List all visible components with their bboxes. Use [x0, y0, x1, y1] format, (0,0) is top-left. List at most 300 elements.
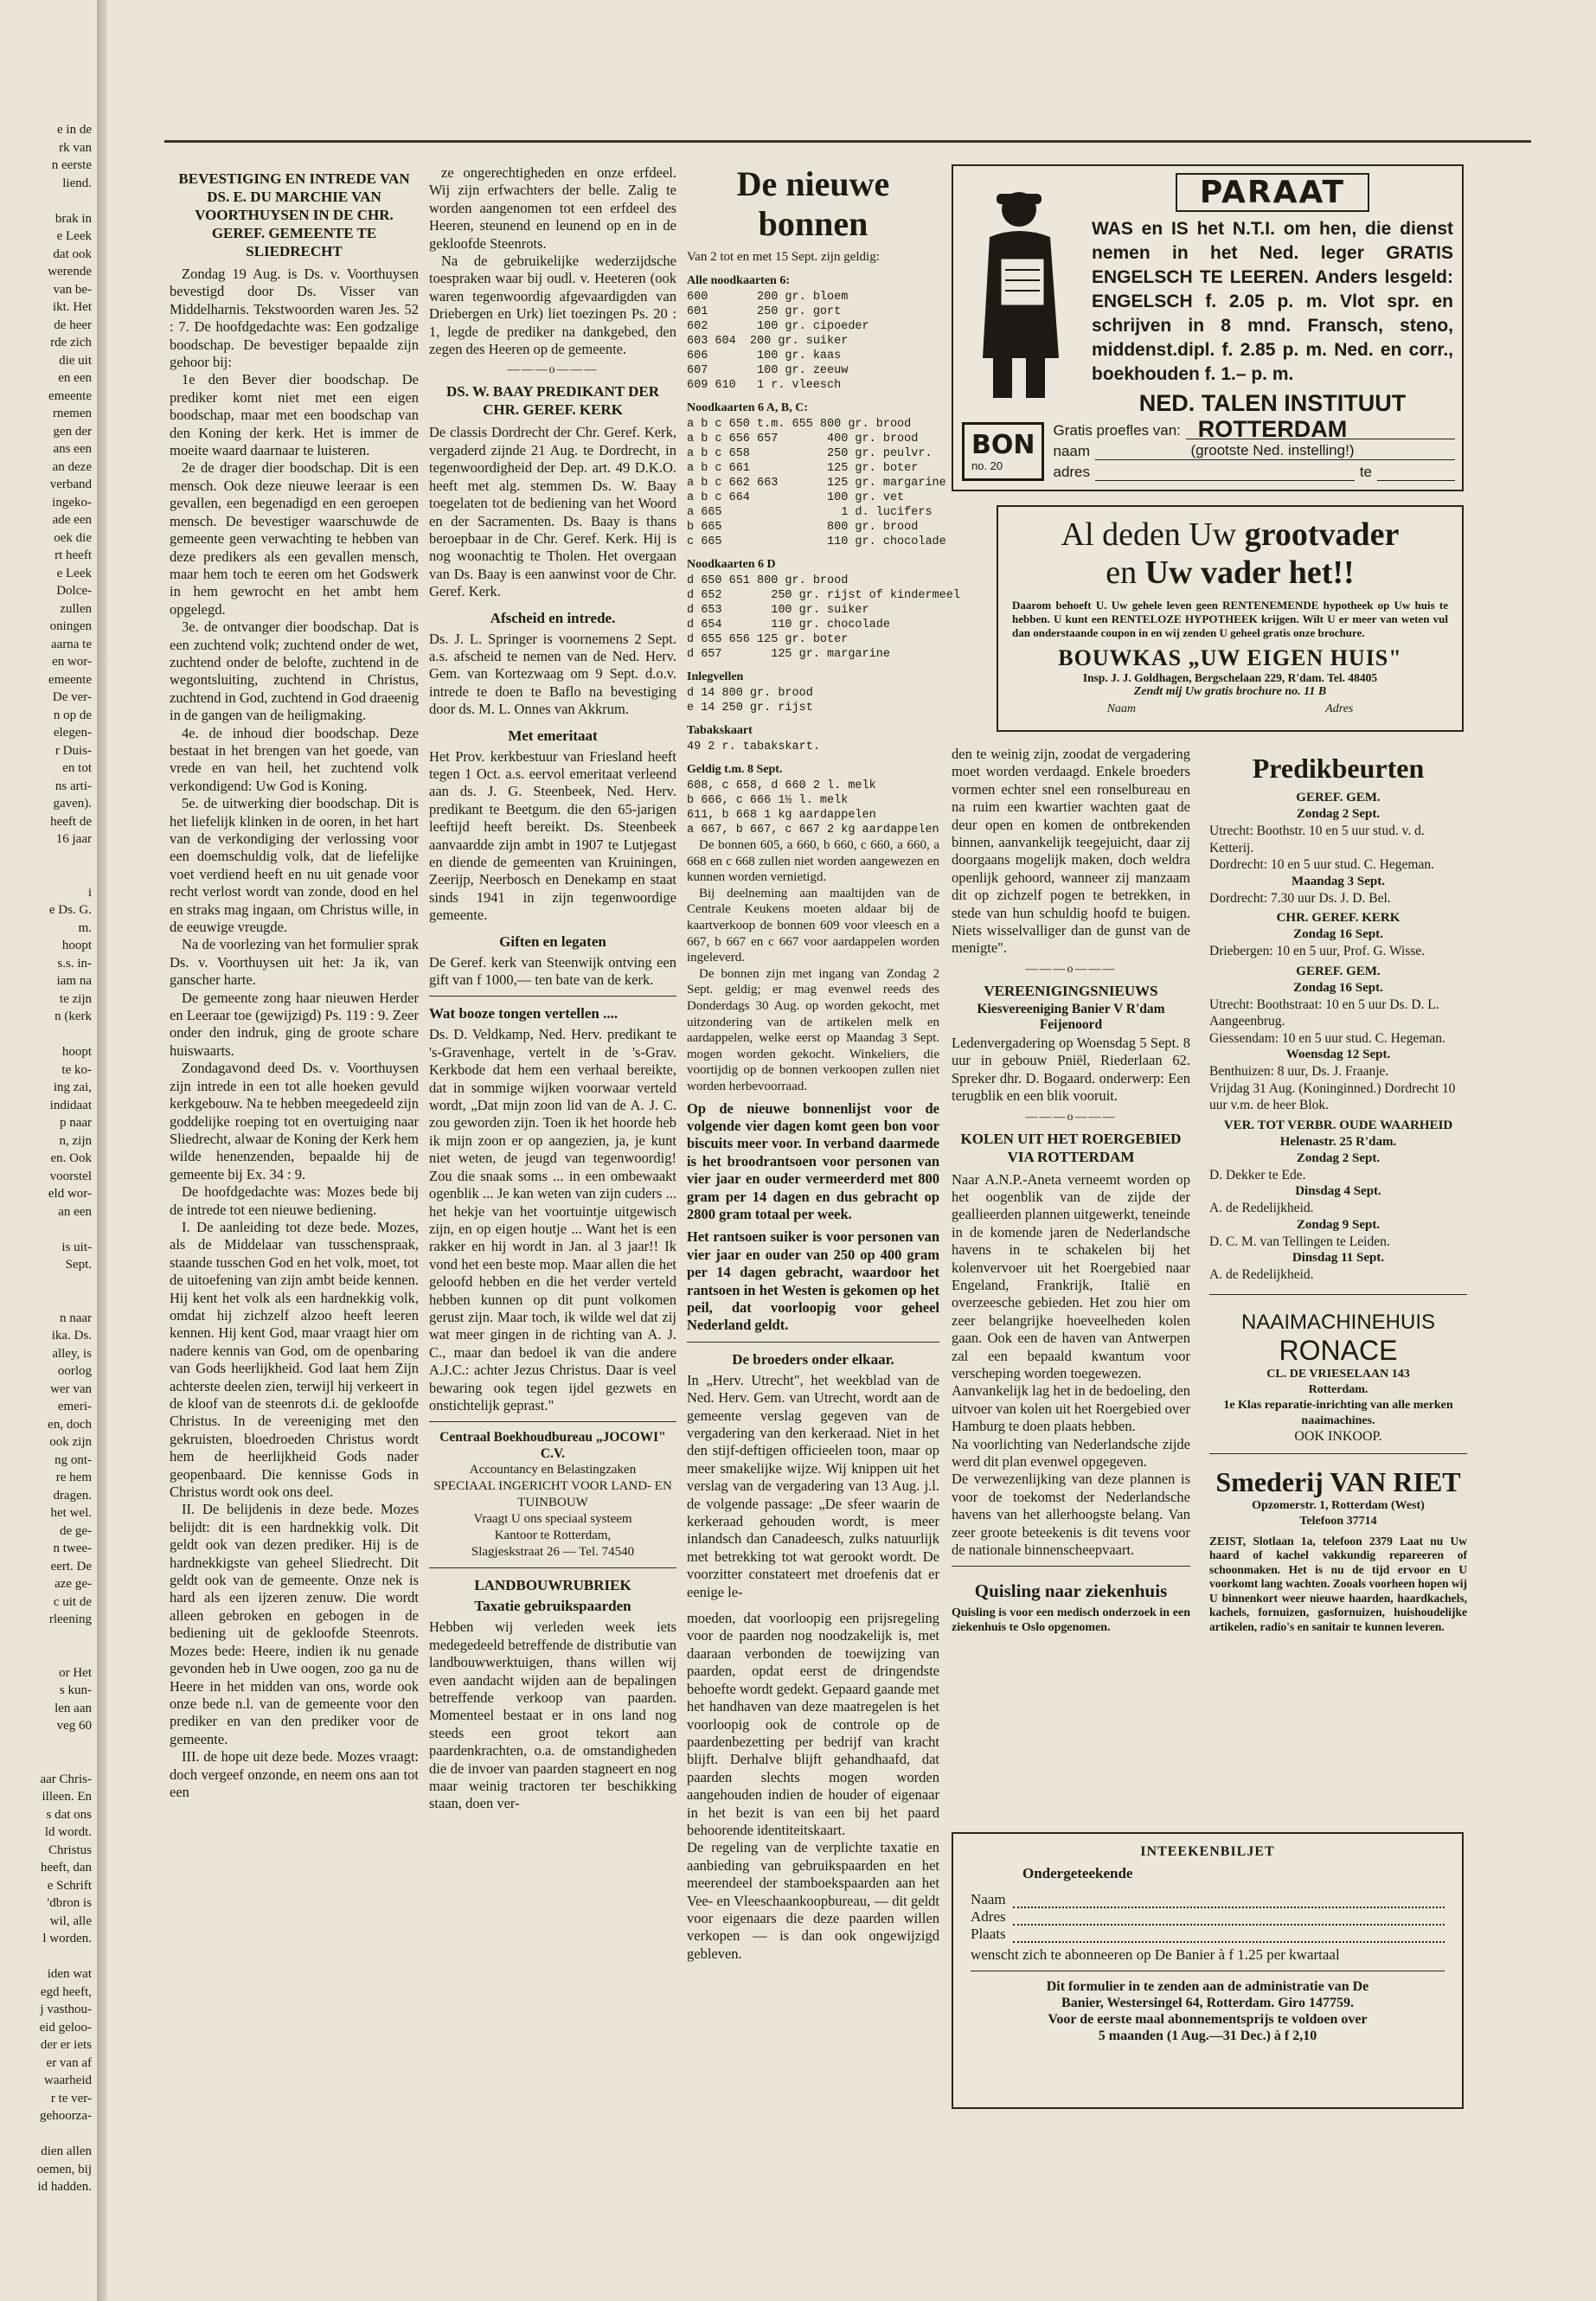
- strip-text-line: [0, 1753, 97, 1771]
- column-2: [429, 164, 676, 2189]
- strip-text-line: emeente: [48, 672, 92, 687]
- article-body-giften: De Geref. kerk van Steenwijk ontving een gift van f 1000,— ten bate van de kerk.: [429, 953, 676, 989]
- strip-text-line: van be-: [53, 282, 92, 297]
- article-title-quisling: Quisling naar ziekenhuis: [974, 1580, 1168, 1602]
- ad-naaimachine-address: CL. DE VRIESELAAN 143: [1266, 1367, 1410, 1381]
- strip-text-line: aarna te: [50, 637, 92, 651]
- coupon-address-field[interactable]: [1095, 466, 1355, 481]
- strip-text-line: p naar: [59, 1116, 92, 1130]
- article-body-quisling: Quisling is voor een medisch onderzoek in een ziekenhuis te Oslo opgenomen.: [952, 1606, 1190, 1635]
- article-body-broeders: In „Herv. Utrecht", het weekblad van de Ned. Herv. Gem. van Utrecht, wordt aan de gemeente verslag gegeven van de vergadering van den kerkeraad. Niet in het den stijf-deftigen officieelen toon, maar op meer smakelijke wijze. Wij knippen uit het verslag van de vergadering van 13 Aug. j.l. de volgende passage: „De sfeer waarin de kerkeraad gehouden wordt, is meer inlandsch dan Canadeesch, zulks natuurlijk met betrekking tot wat gerookt wordt. De voorzitter constateert met droefenis dat er eenige le-: [687, 1371, 939, 1600]
- paragraph: De gemeente zong haar nieuwen Herder en Leeraar toe (gewijzigd) Ps. 119 : 9. Zeer onder den indruk, ging de groote schare huiswaarts.: [170, 989, 419, 1059]
- article-body-kolen-4: De verwezenlijking van deze plannen is voor de toekomst der Nederlandsche havens van het allerhoogste belang. Van zeer groote beteekenis is dit tevens voor de nationale binnenscheepvaart.: [952, 1471, 1190, 1559]
- strip-text-line: heeft de: [50, 814, 92, 829]
- column-5: [1209, 746, 1467, 1827]
- strip-text-line: oek die: [54, 530, 92, 545]
- ad-smederij-address: Opzomerstr. 1, Rotterdam (West): [1252, 1498, 1425, 1512]
- ad-bouwkas-coupon: Zendt mij Uw gratis brochure no. 11 B: [1133, 685, 1327, 698]
- strip-text-line: e Schrift: [47, 1878, 92, 1893]
- bon-group-title: Noodkaarten 6 A, B, C:: [687, 401, 809, 414]
- strip-text-line: l worden.: [42, 1932, 92, 1945]
- inteeken-send-1: Dit formulier in te zenden aan de administratie van De: [1046, 1979, 1369, 1994]
- ad-boekhoudbureau-line: Accountancy en Belastingzaken: [469, 1463, 637, 1477]
- strip-text-line: wer van: [50, 1381, 92, 1396]
- strip-text-line: [0, 849, 97, 867]
- strip-text-line: liend.: [62, 176, 92, 190]
- separator: [952, 1566, 1190, 1567]
- ad-bouwkas-body: Daarom behoeft U. Uw gehele leven geen RENTENEMENDE hypotheek op Uw huis te hebben. U kunt een RENTELOZE HYPOTHEEK krijgen. Wilt U er meer van weten vul dan onderstaande coupon in en wij zenden U geheel gratis onze brochure.: [1012, 599, 1448, 639]
- strip-text-line: m.: [78, 920, 92, 935]
- strip-text-line: j vasthou-: [40, 2003, 92, 2016]
- separator: [687, 1342, 939, 1343]
- column-3: [687, 164, 960, 2189]
- predik-church: GEREF. GEM.: [1296, 791, 1381, 804]
- strip-text-line: eld wor-: [48, 1187, 92, 1201]
- strip-text-line: en. Ook: [50, 1151, 92, 1165]
- strip-text-line: der er iets: [40, 2038, 92, 2052]
- article-body-booze-tongen: Ds. D. Veldkamp, Ned. Herv. predikant te 's-Gravenhage, vertelt in de 's-Grav. Kerkbode dat hem een verhaal bereikte, dat in sommige wijken voorwaar verteld wordt, „Dat mijn zoon lid van de A. J. C. zou geworden zijn. Toen ik het hoorde heb ik mijn zoon er op aangezien, ja, je kunt niet weten, de jeugd van tegenwoordig! Zou die snaak soms ... in een ombewaakt ogenblik ... Je kan weten van zijn cuders ... het hekje van het voortuintje uitgewisch zijn, en op eigen houtje ... Want het is een rakker en hij wordt in Jan. al 3 jaar!! Ik vond het een beste mop. Maar allen die het geloofd hebben en die het verder verteld hebben kunnen op dit punt volkomen gerust zijn. Maar toch, ik wilde wel dat zij wat meer gingen in de richting van A. J. C., maar dan bedoel ik van die andere A.J.C.: achter Jezus Christus. Daar is veel bewaring ook tegen ijdel gezwets en onstichtelijk geprast.": [429, 1026, 676, 1413]
- strip-text-line: ns arti-: [54, 779, 92, 793]
- separator: [429, 1421, 676, 1422]
- bon-coupon-form: Gratis proefles van: naam adres te: [1053, 422, 1455, 481]
- bon-line: 600 200 gr. bloem: [687, 291, 849, 304]
- bon-group-title: Tabakskaart: [687, 724, 753, 737]
- predik-entry: D. Dekker te Ede.: [1209, 1167, 1306, 1183]
- strip-text-line: De ver-: [52, 690, 92, 704]
- bonnen-intro: Van 2 tot en met 15 Sept. zijn geldig:: [687, 250, 880, 264]
- strip-text-line: [0, 1735, 97, 1753]
- article-title-predikbeurten: Predikbeurten: [1252, 753, 1425, 784]
- predik-entry: Dordrecht: 7.30 uur Ds. J. D. Bel.: [1209, 890, 1391, 906]
- bon-line: d 657 125 gr. margarine: [687, 648, 890, 661]
- strip-text-line: [0, 2125, 97, 2144]
- paragraph: III. de hope uit deze bede. Mozes vraagt: doch vergeef onzonde, en neem ons aan tot een: [170, 1748, 419, 1800]
- divider: ———o———: [507, 363, 599, 377]
- ad-bouwkas: [997, 505, 1464, 732]
- inteeken-send-3: Voor de eerste maal abonnementsprijs te voldoen over: [1048, 2012, 1368, 2027]
- strip-text-line: [0, 1646, 97, 1664]
- ad-bouwkas-brand: BOUWKAS „UW EIGEN HUIS": [1058, 645, 1402, 670]
- strip-text-line: Sept.: [65, 1258, 92, 1272]
- strip-text-line: is uit-: [61, 1240, 92, 1254]
- predik-church: CHR. GEREF. KERK: [1276, 911, 1401, 925]
- inteeken-naam-row: Naam: [971, 1891, 1445, 1908]
- strip-text-line: iden wat: [47, 1967, 92, 1981]
- strip-text-line: n, zijn: [59, 1133, 92, 1148]
- inteeken-title: INTEEKENBILJET: [1140, 1844, 1275, 1859]
- strip-text-line: emeri-: [57, 1400, 92, 1413]
- bon-line: 603 604 200 gr. suiker: [687, 335, 849, 348]
- strip-text-line: aar Chris-: [40, 1772, 92, 1786]
- strip-text-line: en wor-: [52, 655, 92, 669]
- predik-date: Maandag 3 Sept.: [1292, 874, 1385, 888]
- strip-text-line: brak in: [54, 211, 92, 226]
- separator: [429, 996, 676, 997]
- strip-text-line: [0, 1292, 97, 1310]
- article-title-broeders: De broeders onder elkaar.: [732, 1350, 894, 1368]
- paragraph: 4e. de inhoud dier boodschap. Deze bestaat in het brengen van het goede, van vrede en van heil, het zuchtend volk verkondigend: Uw God is Koning.: [170, 724, 419, 794]
- strip-text-line: s kun-: [59, 1683, 92, 1697]
- predik-entry: Vrijdag 31 Aug. (Koninginned.) Dordrecht 10 uur v.m. de heer Blok.: [1209, 1080, 1456, 1112]
- predikbeurten-list: [1209, 790, 1467, 1284]
- strip-text-line: ing zai,: [53, 1080, 92, 1094]
- strip-text-line: [0, 192, 97, 210]
- strip-text-line: verband: [49, 478, 92, 491]
- strip-text-line: an deze: [52, 459, 92, 474]
- ad-boekhoudbureau: [429, 1429, 676, 1561]
- bon-line: d 14 800 gr. brood: [687, 687, 813, 700]
- article-title-kolen: KOLEN UIT HET ROERGEBIED VIA ROTTERDAM: [960, 1130, 1182, 1165]
- bon-line: 49 2 r. tabakskart.: [687, 740, 820, 753]
- article-body-continuation: [429, 164, 676, 358]
- ad-inteekenbiljet: [952, 1832, 1464, 2109]
- strip-text-line: hoopt: [61, 1045, 92, 1059]
- predik-church: GEREF. GEM.: [1296, 964, 1381, 978]
- strip-text-line: e in de: [57, 123, 92, 137]
- article-title-bevestiging: BEVESTIGING EN INTREDE VAN DS. E. DU MARCHIE VAN VOORTHUYSEN IN DE CHR. GEREF. GEMEENTE TE SLIEDRECHT: [178, 170, 410, 260]
- bon-line: d 652 250 gr. rijst of kindermeel: [687, 589, 960, 602]
- ad-smederij-text: ZEIST, Slotlaan 1a, telefoon 2379 Laat nu Uw haard of kachel vakkundig repareeren of schoonmaken. Het is nu de tijd ervoor en U voorkomt lang wachten. Zooals voorheen hopen wij U binnenkort weer nieuwe haarden, haardkachels, kachels, fornuizen, gasfornuizen, huishoudelijke artikelen, radio's en sanitair te kunnen leveren.: [1209, 1534, 1467, 1633]
- strip-text-line: 16 jaar: [55, 832, 92, 846]
- divider: ———o———: [1025, 1110, 1117, 1124]
- strip-text-line: e Leek: [56, 229, 92, 243]
- strip-text-line: emeente: [48, 388, 92, 403]
- strip-text-line: illeen. En: [42, 1790, 92, 1804]
- article-body-broeders-cont: den te weinig zijn, zoodat de vergadering moet worden verdaagd. Enkele broeders vormen echter snel een ronselbureau en na ruim een kwartier wachten gaat de deur open en komen de ontbrekenden binnen, aanvankelijk teegejuicht, daar zij doorgaans mogelijk maken, doch weldra openlijk gehoord, wanneer zij manzaam dit op zichzelf pogen te betrekken, in stede van hun schuldig hoofd te buigen. Niets wisselvalliger dan de gunst van de menigte".: [952, 746, 1190, 957]
- bon-line: a b c 664 100 gr. vet: [687, 491, 905, 504]
- article-title-emeritaat: Met emeritaat: [508, 727, 598, 744]
- inteeken-plaats-row: Plaats: [971, 1926, 1445, 1943]
- predik-date: Zondag 16 Sept.: [1293, 927, 1383, 941]
- strip-text-line: indidaat: [49, 1098, 92, 1112]
- ad-smederij-title: Smederij VAN RIET: [1215, 1465, 1461, 1497]
- separator: [429, 1567, 676, 1568]
- inteeken-text: wenscht zich te abonneeren op De Banier à f 1.25 per kwartaal: [971, 1946, 1340, 1963]
- article-body-baay: De classis Dordrecht der Chr. Geref. Kerk, vergaderd zijnde 21 Aug. te Dordrecht, in tegenwoordigheid der Dep. art. 49 D.K.O. heeft met alg. stemmen Ds. W. Baay toegelaten tot de bediening van het Woord en der Sacramenten. Ds. Baay is thans beroepbaar in de Chr. Geref. Kerk. Hij is nog woonachtig te Tholen. Het overgaan van Ds. Baay is een aanwinst voor de Chr. Geref. Kerk.: [429, 424, 676, 600]
- column-4: [952, 746, 1190, 1810]
- ad-smederij-phone: Telefoon 37714: [1299, 1514, 1377, 1528]
- bonnen-bold-notes: [687, 1100, 939, 1335]
- bon-line: d 650 651 800 gr. brood: [687, 574, 849, 587]
- bon-line: d 655 656 125 gr. boter: [687, 633, 849, 646]
- bon-line: d 653 100 gr. suiker: [687, 604, 869, 617]
- ad-naaimachine-line: 1e Klas reparatie-inrichting van alle merken naaimachines.: [1223, 1398, 1453, 1427]
- strip-text-line: r Duis-: [54, 743, 92, 758]
- bon-line: b 666, c 666 1½ l. melk: [687, 794, 849, 807]
- strip-text-line: en een: [58, 371, 92, 385]
- paragraph: II. De belijdenis in deze bede. Mozes belijdt: dit is een hardnekkig volk. Dit geldt ook van dezen prediker. Hij is de hardnekkigste van geheel Sliedrecht. Dit geldt ook van de gemeente. Onze nek is hard als een ijzeren zenuw. Die wordt alleen gebroken en gebogen in de bediening uit de gekloofde Steenrots. Mozes bede: Heere, indien ik nu genade gevonden heb in Uwe oogen, zoo ga nu de Heere in het midden van ons, worde ook onze bede n.l. van de gemeente voor den prediker en van den prediker voor de gemeente.: [170, 1501, 419, 1747]
- article-subtitle-landbouw: Taxatie gebruikspaarden: [474, 1598, 631, 1615]
- predik-date: Woensdag 12 Sept.: [1285, 1048, 1391, 1061]
- inteeken-plaats-field[interactable]: [1013, 1929, 1445, 1943]
- predik-entry: D. C. M. van Tellingen te Leiden.: [1209, 1234, 1390, 1249]
- article-body-kolen: Naar A.N.P.-Aneta verneemt worden op het oogenblik van de zijde der geallieerden plannen uitgewerkt, teneinde in de komende jaren de Nederlandsche havens in te schakelen bij het kolenvervoer uit het Roergebied naar Engeland, Frankrijk, Italië en overzeesche gebieden. Het zou hier om zeer belangrijke hoeveelheden kolen gaan. Ook een de haven van Antwerpen zal een bepaald kwantum voor verscheping worden toegewezen.: [952, 1170, 1190, 1381]
- predik-entry: A. de Redelijkheid.: [1209, 1267, 1314, 1282]
- strip-text-line: oemen, bij: [36, 2162, 92, 2176]
- strip-text-line: [0, 1629, 97, 1647]
- column-1: [170, 164, 419, 2189]
- strip-text-line: oorlog: [57, 1364, 92, 1378]
- strip-text-line: werende: [48, 265, 92, 279]
- strip-text-line: die uit: [59, 353, 92, 368]
- bon-line: a b c 656 657 400 gr. brood: [687, 433, 919, 445]
- strip-text-line: 'dbron is: [47, 1896, 92, 1910]
- strip-text-line: Dolce-: [56, 584, 92, 598]
- ad-paraat-institute: NED. TALEN INSTITUUT ROTTERDAM: [1138, 390, 1407, 442]
- predik-entry: Utrecht: Boothstr. 10 en 5 uur stud. v. d. Ketterij.: [1209, 824, 1425, 856]
- separator: [1209, 1453, 1467, 1454]
- article-subtitle-vereeniging: Kiesvereeniging Banier V R'dam Feijenoord: [977, 1001, 1165, 1032]
- ad-naaimachine-brand: RONACE: [1279, 1334, 1398, 1366]
- article-title-booze-tongen: Wat booze tongen vertellen ....: [429, 1005, 619, 1022]
- strip-text-line: dien allen: [41, 2144, 92, 2158]
- strip-text-line: aze ge-: [54, 1577, 92, 1591]
- soldier-illustration-icon: [964, 185, 1076, 401]
- predik-entry: Utrecht: Boothstraat: 10 en 5 uur Ds. D. L. Aangeenbrug.: [1209, 997, 1439, 1029]
- paragraph: I. De aanleiding tot deze bede. Mozes, als de Middelaar van tusschenspraak, staande tusschen God en het volk, moet, tot de uitoefening van zijn ambt beide kennen. Hij kent het volk als een hardnekkig volk, omdat hij zichzelf alzoo heeft leeren kennen. Hij kent God, maar vraagt hier om nadere kennis van God, om de openbaring van Gods heerlijkheid. God laat hem Zijn achterste deelen zien, terwijl hij verkeert in de kloof van de steenrots d.i. de gekloofde Christus. In de vereeniging met den gekruisten, bloedroeden Christus wordt hem de heerlijkheid Gods nader geopenbaard. Die kennisse Gods in Christus wordt ook ons deel.: [170, 1218, 419, 1501]
- strip-text-line: re hem: [55, 1471, 92, 1484]
- strip-text-line: [0, 1274, 97, 1292]
- strip-text-line: alley, is: [52, 1346, 92, 1361]
- bon-line: 608, c 658, d 660 2 l. melk: [687, 779, 876, 792]
- strip-text-line: iam na: [56, 974, 92, 988]
- ad-naaimachine-city: Rotterdam.: [1308, 1382, 1368, 1396]
- strip-text-line: eert. De: [50, 1559, 92, 1574]
- strip-text-line: n eerste: [51, 158, 92, 172]
- strip-text-line: Christus: [48, 1843, 92, 1857]
- strip-text-line: zullen: [60, 601, 92, 616]
- strip-text-line: elegen-: [53, 726, 92, 740]
- bon-line: a 665 1 d. lucifers: [687, 506, 933, 519]
- predik-date: Zondag 2 Sept.: [1296, 807, 1381, 821]
- article-body-landbouw: Hebben wij verleden week iets medegedeeld betreffende de distributie van landbouwwerktuigen, thans willen wij even aandacht wijden aan de bepalingen betreffende verkoop van paarden. Momenteel bestaat er in ons land nog steeds een groot tekort aan paardenkrachten, o.a. de omstandigheden die de invoer van paarden stagneert en nog maar weinig tractoren ter beschikking staan, doen ver-: [429, 1618, 676, 1812]
- inteeken-adres-row: Adres: [971, 1908, 1445, 1926]
- ad-bouwkas-address: Insp. J. J. Goldhagen, Bergschelaan 229, R'dam. Tel. 48405: [1082, 671, 1378, 684]
- ad-boekhoudbureau-line: Slagjeskstraat 26 — Tel. 74540: [471, 1545, 635, 1560]
- strip-text-line: [0, 1026, 97, 1044]
- coupon-name-field[interactable]: [1186, 425, 1455, 439]
- ad-boekhoudbureau-title: Centraal Boekhoudbureau „JOCOWI" C.V.: [439, 1430, 666, 1462]
- predik-date: Zondag 9 Sept.: [1296, 1217, 1381, 1232]
- article-title-baay: DS. W. BAAY PREDIKANT DER CHR. GEREF. KERK: [446, 383, 659, 419]
- strip-text-line: het wel.: [50, 1506, 92, 1520]
- strip-text-line: n (kerk: [54, 1009, 92, 1023]
- bon-line: a 667, b 667, c 667 2 kg aardappelen: [687, 824, 939, 836]
- strip-text-line: waarheid: [44, 2073, 92, 2087]
- bon-line: 609 610 1 r. vleesch: [687, 379, 842, 392]
- strip-text-line: egd heeft,: [40, 1984, 92, 1999]
- bonnen-notes: [687, 837, 939, 1095]
- strip-text-line: id hadden.: [37, 2180, 92, 2194]
- bon-group-title: Alle noodkaarten 6:: [687, 274, 790, 287]
- strip-text-line: e Leek: [56, 566, 92, 580]
- paragraph: 3e. de ontvanger dier boodschap. Dat is een zuchtend volk; zuchtend onder de wet, zuchtend onder de belofte, zuchtend in de wegontsluiting, zuchtend in Christus, zuchtend in God, zuchtend in God draeenig in de gangen van de heiligmaking.: [170, 619, 419, 724]
- strip-text-line: rleening: [48, 1612, 92, 1626]
- inteeken-naam-field[interactable]: [1013, 1894, 1445, 1908]
- ad-paraat: [952, 164, 1464, 491]
- inteeken-adres-field[interactable]: [1013, 1912, 1445, 1926]
- strip-text-line: dragen.: [53, 1488, 92, 1503]
- paragraph: Zondagavond deed Ds. v. Voorthuysen zijn intrede in een tot alle hoeken gevuld kerkgebouw. Na te hebben meegedeeld zijn goddelijke roeping tot en overtuiging naar Sliedrecht, alwaar de Koning der Kerk hem wilde henenzenden, bepaalde hij de gemeente bij Ex. 34 : 9.: [170, 1060, 419, 1183]
- bon-line: a b c 650 t.m. 655 800 gr. brood: [687, 418, 912, 431]
- strip-text-line: [0, 1948, 97, 1966]
- strip-text-line: rt heeft: [54, 548, 92, 562]
- strip-text-line: rde zich: [50, 336, 92, 349]
- strip-text-line: ook zijn: [49, 1435, 92, 1449]
- strip-text-line: wil, alle: [49, 1913, 92, 1928]
- paragraph: ze ongerechtigheden en onze erfdeel. Wij zijn erfwachters der belle. Zalig te worden aangenomen tot een erfdeel des Heeren, steunend en leunend op en in de gekloofde Steenrots.: [429, 164, 676, 252]
- previous-page-strip: [0, 121, 98, 2194]
- predik-entry: A. de Redelijkheid.: [1209, 1201, 1314, 1215]
- paragraph: Zondag 19 Aug. is Ds. v. Voorthuysen bevestigd door Ds. Visser van Middelharnis. Tekstwoorden waren Jes. 52 : 7. De hoofdgedachte was: Een godzalige boodschap. De bevestiger bepaalde zijn gehoor bij:: [170, 266, 419, 371]
- strip-text-line: veg 60: [56, 1719, 92, 1733]
- predik-date: Zondag 16 Sept.: [1293, 980, 1383, 995]
- strip-text-line: de ge-: [59, 1523, 92, 1538]
- bon-line: b 665 800 gr. brood: [687, 521, 919, 534]
- bon-group-title: Inlegvellen: [687, 670, 744, 683]
- bon-line: 611, b 668 1 kg aardappelen: [687, 809, 876, 822]
- predik-entry: Giessendam: 10 en 5 uur stud. C. Hegeman.: [1209, 1030, 1445, 1046]
- bon-line: a b c 658 250 gr. peulvr.: [687, 447, 933, 460]
- bon-line: d 654 110 gr. chocolade: [687, 619, 890, 631]
- predik-entry: Benthuizen: 8 uur, Ds. J. Fraanje.: [1209, 1064, 1389, 1079]
- strip-text-line: te ko-: [61, 1062, 92, 1077]
- strip-text-line: en, doch: [48, 1417, 92, 1432]
- article-body-kolen-3: Na voorlichting van Nederlandsche zijde werd dit plan evenwel opgegeven.: [952, 1435, 1190, 1470]
- inteeken-subtitle: Ondergeteekende: [1022, 1865, 1133, 1881]
- bon-group-title: Geldig t.m. 8 Sept.: [687, 763, 783, 776]
- ad-boekhoudbureau-line: Kantoor te Rotterdam,: [494, 1529, 612, 1543]
- paragraph: Na de gebruikelijke wederzijdsche toespraken waar bij oudl. v. Heeteren (ook waren tegenwoordig afgevaardigden van Driebergen en Urk) liet toezingen Ps. 20 : 1, legde de prediker na dankgebed, den zegen des Heeren op de gemeente.: [429, 253, 676, 358]
- paragraph: Bij deelneming aan maaltijden van de Centrale Keukens moeten aldaar bij de kaartverkoop de bonnen 609 voor vleesch en a 667, b 667 en c 667 voor aardappelen worden ingeleverd.: [687, 886, 939, 965]
- strip-text-line: de heer: [54, 317, 92, 332]
- strip-text-line: gehoorza-: [40, 2109, 92, 2123]
- predik-date: Zondag 2 Sept.: [1296, 1150, 1381, 1165]
- strip-text-line: ika. Ds.: [51, 1329, 92, 1343]
- bon-line: a b c 662 663 125 gr. margarine: [687, 477, 946, 490]
- strip-text-line: ng ont-: [54, 1452, 92, 1467]
- strip-text-line: or Het: [59, 1665, 92, 1680]
- paragraph: De hoofdgedachte was: Mozes bede bij de intrede tot een nieuwe bediening.: [170, 1183, 419, 1218]
- article-body-vereeniging: Ledenvergadering op Woensdag 5 Sept. 8 uur in gebouw Pniël, Riederlaan 62. Spreker dhr. D. Bogaard. onderwerp: Een terugblik en een blik vooruit.: [952, 1034, 1190, 1105]
- ad-bouwkas-fields: Naam Adres: [1106, 702, 1354, 715]
- ad-paraat-title: PARAAT: [1176, 173, 1369, 212]
- strip-text-line: s dat ons: [46, 1807, 92, 1822]
- strip-text-line: ade een: [52, 513, 92, 527]
- ad-naaimachine-title: NAAIMACHINEHUIS: [1240, 1310, 1436, 1334]
- strip-text-line: s.s. in-: [57, 956, 92, 971]
- bon-line: 607 100 gr. zeeuw: [687, 364, 849, 377]
- paragraph: De bonnen zijn met ingang van Zondag 2 Sept. geldig; er mag evenwel reeds des Donderdags 30 Aug. op worden gekocht, met uitzondering van de artikelen melk en aardappelen, welke eerst op Maandag 3 Sept. mogen worden gekocht. Winkeliers, die voortijdig op de bonnen verkoopen zullen niet worden herbevoorraad.: [687, 966, 939, 1093]
- strip-text-line: eid geloo-: [39, 2020, 92, 2035]
- article-body-kolen-2: Aanvankelijk lag het in de bedoeling, den uitvoer van kolen uit het Roergebied over Hamburg te doen plaats hebben.: [952, 1382, 1190, 1435]
- strip-text-line: r te ver-: [50, 2091, 92, 2106]
- bon-line: a b c 661 125 gr. boter: [687, 462, 919, 475]
- bon-group-title: Noodkaarten 6 D: [687, 558, 776, 571]
- strip-text-line: ikt. Het: [53, 300, 92, 314]
- ad-naaimachine-line2: OOK INKOOP.: [1294, 1428, 1382, 1444]
- strip-text-line: rnemen: [53, 407, 92, 420]
- strip-text-line: [0, 1221, 97, 1239]
- strip-text-line: e Ds. G.: [48, 903, 92, 917]
- strip-text-line: [0, 866, 97, 884]
- inteeken-send-2: Banier, Westersingel 64, Rotterdam. Giro 147759.: [1061, 1996, 1354, 2010]
- article-title-landbouw: LANDBOUWRUBRIEK: [474, 1577, 631, 1594]
- predik-date: Helenastr. 25 R'dam.: [1279, 1134, 1397, 1149]
- article-title-vereeniging: VEREENIGINGSNIEUWS: [984, 982, 1158, 999]
- paragraph: De bonnen 605, a 660, b 660, c 660, a 660, a 668 en c 668 zullen niet worden aangewezen en kunnen worden vernietigd.: [687, 838, 939, 885]
- strip-text-line: rk van: [59, 140, 92, 155]
- separator: [1209, 1294, 1467, 1295]
- bonnen-list: [687, 274, 960, 837]
- strip-text-line: ingeko-: [52, 495, 92, 510]
- strip-text-line: n op de: [53, 708, 92, 722]
- paragraph: Na de voorlezing van het formulier sprak Ds. v. Voorthuysen uit het: Ja ik, van ganscher harte.: [170, 936, 419, 989]
- strip-text-line: n naar: [59, 1311, 92, 1325]
- ad-paraat-subtitle: (grootste Ned. instelling!): [1190, 442, 1355, 458]
- ad-paraat-text: WAS en IS het N.T.I. om hen, die dienst nemen in het Ned. leger GRATIS ENGELSCH TE LEEREN. Anders lesgeld: ENGELSCH f. 2.05 p. m. Vlot spr. en schrijven in 8 mnd. Fransch, steno, middenst.dipl. f. 2.85 p. m. Ned. en corr., boekhouden f. 1.– p. m.: [1092, 219, 1453, 384]
- predik-entry: Dordrecht: 10 en 5 uur stud. C. Hegeman.: [1209, 857, 1434, 872]
- predik-date: Dinsdag 4 Sept.: [1295, 1184, 1381, 1198]
- strip-text-line: te zijn: [59, 991, 92, 1006]
- paragraph: 1e den Bever dier boodschap. De prediker komt niet met een eigen boodschap, maar met een boodschap van den Koning der kerk. Het is immer de moeite waard daarnaar te luisteren.: [170, 371, 419, 459]
- strip-text-line: n twee-: [53, 1541, 92, 1555]
- article-body-afscheid: Ds. J. L. Springer is voornemens 2 Sept. a.s. afscheid te nemen van de Ned. Herv. Gem. van Kortezwaag om 9 Sept. d.o.v. intrede te doen te Baflo na bevestiging door ds. M. L. Onnes van Akkrum.: [429, 630, 676, 718]
- strip-text-line: gen der: [53, 424, 92, 439]
- bon-line: 606 100 gr. kaas: [687, 349, 842, 362]
- strip-text-line: an een: [58, 1204, 92, 1219]
- page-fold: [97, 0, 107, 2301]
- strip-text-line: ld wordt.: [44, 1825, 92, 1839]
- ad-boekhoudbureau-line: SPECIAAL INGERICHT VOOR LAND- EN TUINBOUW: [433, 1479, 672, 1510]
- strip-text-line: gaven).: [53, 797, 92, 811]
- divider: ———o———: [1025, 962, 1117, 976]
- predik-entry: Driebergen: 10 en 5 uur, Prof. G. Wisse.: [1209, 944, 1426, 958]
- bold-paragraph: Op de nieuwe bonnenlijst voor de volgende vier dagen komt geen bon voor biscuits meer voor. In verband daarmede is het broodrantsoen voor personen van vier jaar en ouder vermeerderd met 800 gram per 14 dagen en dus gebracht op 2800 gram totaal per week.: [687, 1099, 939, 1222]
- article-body-paarden-2: De regeling van de verplichte taxatie en aanbieding van gebruikspaarden en het meerendeel der stamboekspaarden aan het Vee- en Vleeschaankoopbureau, — dit geldt voor eigenaars die deze paarden willen verkopen — is dan ook ongewijzigd gebleven.: [687, 1839, 939, 1962]
- strip-text-line: er van af: [46, 2055, 92, 2070]
- ad-bouwkas-headline: Al deden Uw grootvader en Uw vader het!!: [1061, 516, 1400, 591]
- bon-line: 602 100 gr. cipoeder: [687, 320, 869, 333]
- article-body-paarden: moeden, dat voorloopig een prijsregeling voor de paarden nog noodzakelijk is, met daaraan verbonden de toewijzing van paarden, opdat eerst de dringendste behoefte wordt gedekt. Gepaard gaande met het handhaven van deze maatregelen is het voorloopig ook de controle op de paardenbezetting per bedrijf van kracht blijft. Derhalve blijft gehandhaafd, dat paarden slechts mogen worden aangehouden indien de houder of eigenaar in het bezit is van een bij het paard behoorende identiteitskaart.: [687, 1610, 939, 1838]
- article-title-giften: Giften en legaten: [499, 933, 606, 950]
- bon-line: c 665 110 gr. chocolade: [687, 535, 946, 548]
- predik-date: Dinsdag 11 Sept.: [1292, 1251, 1385, 1265]
- strip-text-line: en tot: [62, 761, 92, 775]
- ad-boekhoudbureau-line: Vraagt U ons speciaal systeem: [473, 1512, 632, 1527]
- article-body-emeritaat: Het Prov. kerkbestuur van Friesland heeft tegen 1 Oct. a.s. eervol emeritaat verleend aan ds. J. G. Steenbeek, Ned. Herv. predikant te Beetgum. die den 65-jarigen leeftijd heeft bereikt. Ds. Steenbeek aanvaardde zijn ambt in 1907 te Lutjegast en diende de gemeenten van Kruiningen, Zeerijp, Neerbosch en Denekamp en staat sinds 1941 in zijn tegenwoordige gemeente.: [429, 747, 676, 924]
- top-rule: [164, 140, 1531, 143]
- predik-church: VER. TOT VERBR. OUDE WAARHEID: [1223, 1118, 1453, 1132]
- bon-line: 601 250 gr. gort: [687, 305, 842, 318]
- article-title-afscheid: Afscheid en intrede.: [490, 609, 616, 626]
- strip-text-line: heeft, dan: [40, 1861, 92, 1875]
- strip-text-line: len aan: [54, 1701, 92, 1715]
- paragraph: 2e de drager dier boodschap. Dit is een mensch. Ook deze nieuwe leeraar is een gevallen, een begenadigd en een geroepen mensch. De bevestiger waarschuwde de gemeente geen verwachting te hebben van deze predikers als een gevallen mensch, maar hem toch te eeren om het Godswerk in hem gewrocht en het ambt hem opgelegd.: [170, 459, 419, 618]
- bon-line: e 14 250 gr. rijst: [687, 702, 813, 715]
- bold-paragraph: Het rantsoen suiker is voor personen van vier jaar en ouder van 250 op 400 gram per 14 dagen gebracht, waardoor het rantsoen in het Westen is gekomen op het peil, dat voorloopig voor geheel Nederland geldt.: [687, 1228, 939, 1334]
- strip-text-line: i: [87, 885, 92, 900]
- strip-text-line: hoopt: [61, 939, 92, 952]
- paragraph: 5e. de uitwerking dier boodschap. Dit is het liefelijk klinken in de ooren, in het hart van de verkondiging der verlossing voor een doemschuldig volk, dat de liefelijke voet verdiend heeft en nu uit genade voor recht verlost wordt van zonde, dood en hel en straks mag ingaan, om Christus wille, in de eeuwige vreugde.: [170, 795, 419, 936]
- strip-text-line: dat ook: [53, 247, 92, 261]
- strip-text-line: ans een: [53, 442, 92, 456]
- strip-text-line: c uit de: [53, 1594, 92, 1609]
- ad-boekhoudbureau-lines: [429, 1462, 676, 1561]
- strip-text-line: voorstel: [49, 1169, 92, 1183]
- bon-coupon-label: BON no. 20: [962, 422, 1044, 481]
- inteeken-send-4: 5 maanden (1 Aug.—31 Dec.) à f 2,10: [1098, 2029, 1317, 2043]
